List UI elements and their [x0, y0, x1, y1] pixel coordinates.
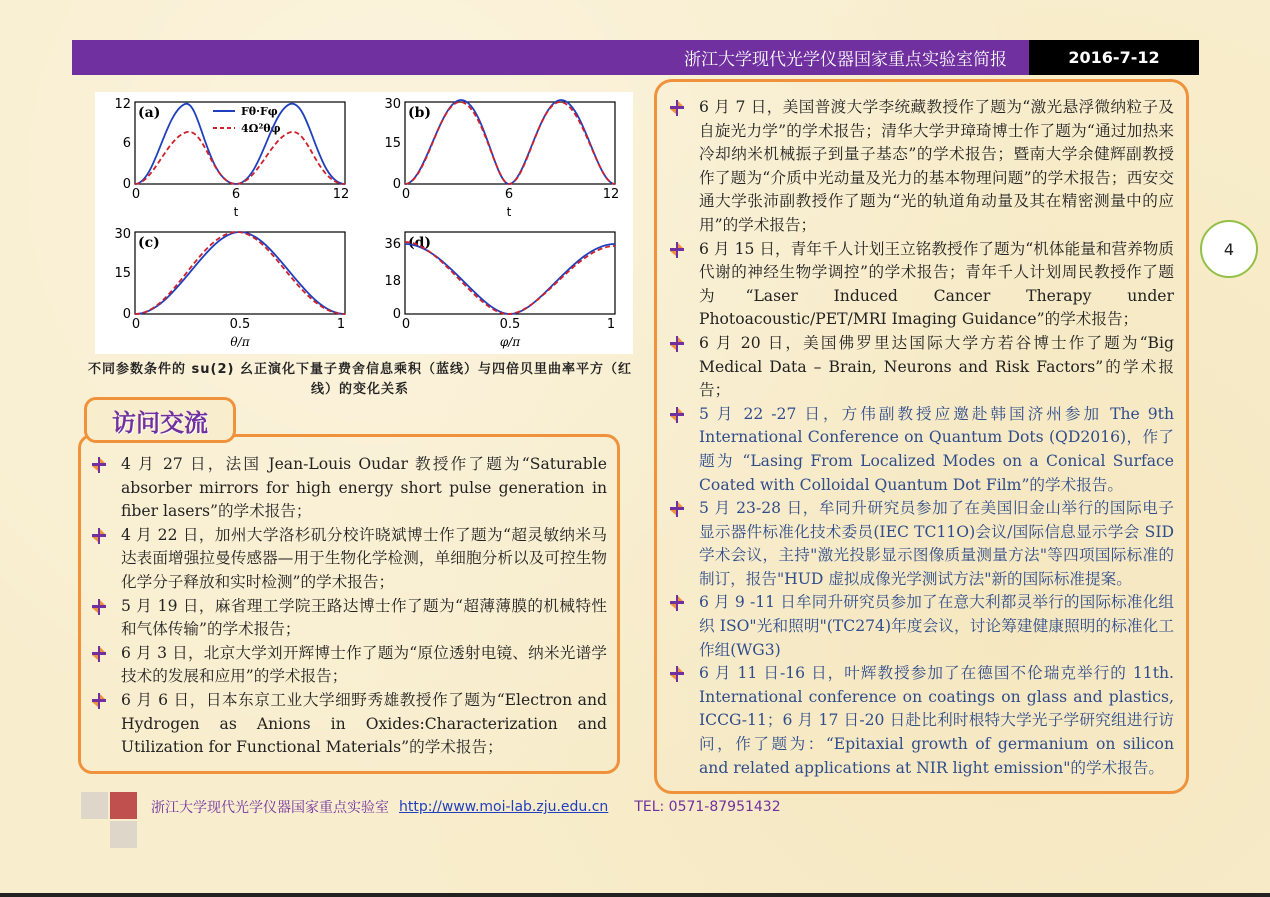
panel-d-xlabel: φ/π	[499, 335, 521, 349]
bottom-border	[0, 893, 1270, 897]
panel-d-xtick: 0	[401, 317, 411, 332]
panel-d-xtick: 1	[606, 317, 616, 332]
bullet-icon	[91, 646, 107, 662]
panel-b-xtick: 12	[602, 187, 620, 202]
section-title: 访问交流	[112, 408, 208, 437]
panel-a-ytick: 6	[122, 136, 131, 151]
plot-panel-d	[384, 232, 615, 349]
panel-b-xtick: 6	[504, 187, 514, 202]
news-item	[669, 238, 1174, 332]
news-item-text: 6 月 6 日，日本东京工业大学细野秀雄教授作了题为“Electron and Hydrogen as Anions in Oxides:Characterization and Utilization for Functional Materials”的学术报告；	[121, 690, 607, 757]
page-number: 4	[1200, 220, 1258, 278]
panel-a-xtick: 12	[332, 187, 350, 202]
footer-lab-name: 浙江大学现代光学仪器国家重点实验室	[151, 800, 389, 816]
panel-d-red-curve	[405, 242, 615, 314]
bullet-icon	[669, 666, 685, 682]
news-item-text: 6 月 9 -11 日牟同升研究员参加了在意大利都灵举行的国际标准化组织 ISO"光和照明"(TC274)年度会议，讨论筹建健康照明的标准化工作组(WG3)	[699, 593, 1174, 659]
news-item	[669, 591, 1174, 662]
bullet-icon	[91, 599, 107, 615]
bullet-icon	[91, 693, 107, 709]
newsletter-date: 2016-7-12	[1029, 40, 1199, 75]
news-item	[91, 595, 607, 642]
bullet-icon	[669, 242, 685, 258]
panel-a-ytick: 0	[122, 177, 131, 192]
bullet-icon	[669, 336, 685, 352]
left-news-panel	[78, 434, 620, 774]
footer-tel: TEL: 0571-87951432	[634, 799, 781, 815]
news-item	[91, 642, 607, 689]
news-item-text: 6 月 3 日，北京大学刘开辉博士作了题为“原位透射电镜、纳米光谱学技术的发展和应用”的学术报告；	[121, 643, 607, 686]
plot-panel-c	[114, 227, 345, 349]
panel-b-xlabel: t	[506, 205, 512, 219]
panel-b-red-curve	[405, 102, 615, 184]
panel-c-ytick: 15	[114, 266, 131, 281]
panel-a-label: (a)	[138, 105, 161, 121]
research-figure	[95, 92, 633, 354]
section-tab	[84, 397, 236, 443]
news-item-text: 5 月 19 日，麻省理工学院王路达博士作了题为“超薄薄膜的机械特性和气体传输”的学术报告；	[121, 596, 607, 639]
footer-url-link[interactable]: http://www.moi-lab.zju.edu.cn	[399, 799, 609, 815]
news-item	[669, 403, 1174, 497]
panel-d-frame	[405, 232, 615, 314]
bullet-icon	[91, 528, 107, 544]
bullet-icon	[669, 501, 685, 517]
panel-b-label: (b)	[408, 105, 432, 121]
news-item-text: 5 月 22 -27 日，方伟副教授应邀赴韩国济州参加 The 9th International Conference on Quantum Dots (QD2016)，作了题为 “Lasing From Localized Modes on a Conical Surface Coated with Colloidal Quantum Dot Film”的学术报告。	[699, 404, 1174, 494]
panel-b-xtick: 0	[401, 187, 411, 202]
figure-plots	[95, 92, 633, 354]
panel-c-xtick: 0.5	[229, 317, 251, 332]
panel-d-ytick: 36	[384, 237, 401, 252]
panel-d-blue-curve	[405, 244, 615, 314]
news-item	[91, 524, 607, 595]
news-item-text: 5 月 23-28 日，牟同升研究员参加了在美国旧金山举行的国际电子显示器件标准化技术委员(IEC TC11O)会议/国际信息显示学会 SID 学术会议，主持"激光投影显示图像质量测量方法"等四项国际标准的制订，报告"HUD 虚拟成像光学测试方法"新的国际标准提案。	[699, 499, 1174, 588]
panel-b-frame	[405, 102, 615, 184]
bullet-icon	[669, 100, 685, 116]
legend-label-berry: 4Ω²θφ	[241, 122, 281, 135]
bullet-icon	[669, 407, 685, 423]
news-item-text: 6 月 7 日，美国普渡大学李统藏教授作了题为“激光悬浮微纳粒子及自旋光力学”的学术报告；清华大学尹璋琦博士作了题为“通过加热来冷却纳米机械振子到量子基态”的学术报告；暨南大学余健辉副教授作了题为“介质中光动量及光力的基本物理问题”的学术报告；西安交通大学张沛副教授作了题为“光的轨道角动量及其在精密测量中的应用”的学术报告；	[699, 98, 1174, 234]
panel-b-ytick: 0	[392, 177, 401, 192]
figure-caption: 不同参数条件的 su(2) 幺正演化下量子费舍信息乘积（蓝线）与四倍贝里曲率平方（红线）的变化关系	[88, 362, 632, 397]
panel-a-xtick: 0	[131, 187, 141, 202]
panel-d-label: (d)	[408, 235, 432, 251]
bullet-icon	[669, 595, 685, 611]
right-news-panel	[654, 79, 1189, 794]
news-item-text: 6 月 15 日，青年千人计划王立铭教授作了题为“机体能量和营养物质代谢的神经生物学调控”的学术报告；青年千人计划周民教授作了题为“Laser Induced Cancer Therapy under Photoacoustic/PET/MRI Imaging Guidance”的学术报告；	[699, 239, 1174, 329]
decor-square	[110, 821, 137, 848]
plot-panel-a	[114, 97, 349, 219]
newsletter-title: 浙江大学现代光学仪器国家重点实验室简报	[684, 50, 1007, 70]
panel-b-ytick: 15	[384, 136, 401, 151]
panel-a-ytick: 12	[114, 97, 131, 112]
newsletter-header	[72, 40, 1029, 75]
news-item-text: 4 月 22 日，加州大学洛杉矶分校许晓斌博士作了题为“超灵敏纳米马达表面增强拉曼传感器—用于生物化学检测，单细胞分析以及可控生物化学分子释放和实时检测”的学术报告；	[121, 525, 607, 591]
news-item-text: 6 月 11 日-16 日，叶辉教授参加了在德国不伦瑞克举行的 11th. International conference on coatings on glass and plastics, ICCG-11；6 月 17 日-20 日赴比利时根特大学光子学研究组进行访问，作了题为：“Epitaxial growth of germanium on silicon and related applications at NIR light emission"的学术报告。	[699, 664, 1174, 777]
news-item	[669, 662, 1174, 780]
decor-square	[110, 792, 137, 819]
bullet-icon	[91, 457, 107, 473]
panel-c-xtick: 0	[131, 317, 141, 332]
panel-c-label: (c)	[138, 235, 160, 251]
news-item	[669, 96, 1174, 238]
news-item	[91, 453, 607, 524]
news-item-text: 6 月 20 日，美国佛罗里达国际大学方若谷博士作了题为“Big Medical Data – Brain, Neurons and Risk Factors”的学术报告；	[699, 333, 1174, 400]
footer	[151, 797, 781, 817]
panel-c-xtick: 1	[336, 317, 346, 332]
panel-b-ytick: 30	[384, 97, 401, 112]
panel-d-xtick: 0.5	[499, 317, 521, 332]
plot-panel-b	[384, 97, 619, 219]
panel-a-blue-curve	[135, 104, 345, 184]
legend-label-fisher: Fθ·Fφ	[241, 105, 278, 118]
news-item-text: 4 月 27 日，法国 Jean-Louis Oudar 教授作了题为“Saturable absorber mirrors for high energy short pulse generation in fiber lasers”的学术报告；	[121, 455, 607, 521]
panel-c-ytick: 0	[122, 307, 131, 322]
panel-d-ytick: 18	[384, 274, 401, 289]
panel-d-ytick: 0	[392, 307, 401, 322]
panel-b-blue-curve	[405, 100, 615, 184]
panel-c-ytick: 30	[114, 227, 131, 242]
news-item	[669, 497, 1174, 591]
decor-square	[81, 792, 108, 819]
panel-a-xlabel: t	[233, 205, 239, 219]
panel-c-red-curve	[135, 232, 345, 314]
panel-c-xlabel: θ/π	[230, 335, 250, 349]
news-item	[91, 689, 607, 760]
panel-a-xtick: 6	[231, 187, 241, 202]
panel-a-frame	[135, 102, 345, 184]
news-item	[669, 332, 1174, 403]
